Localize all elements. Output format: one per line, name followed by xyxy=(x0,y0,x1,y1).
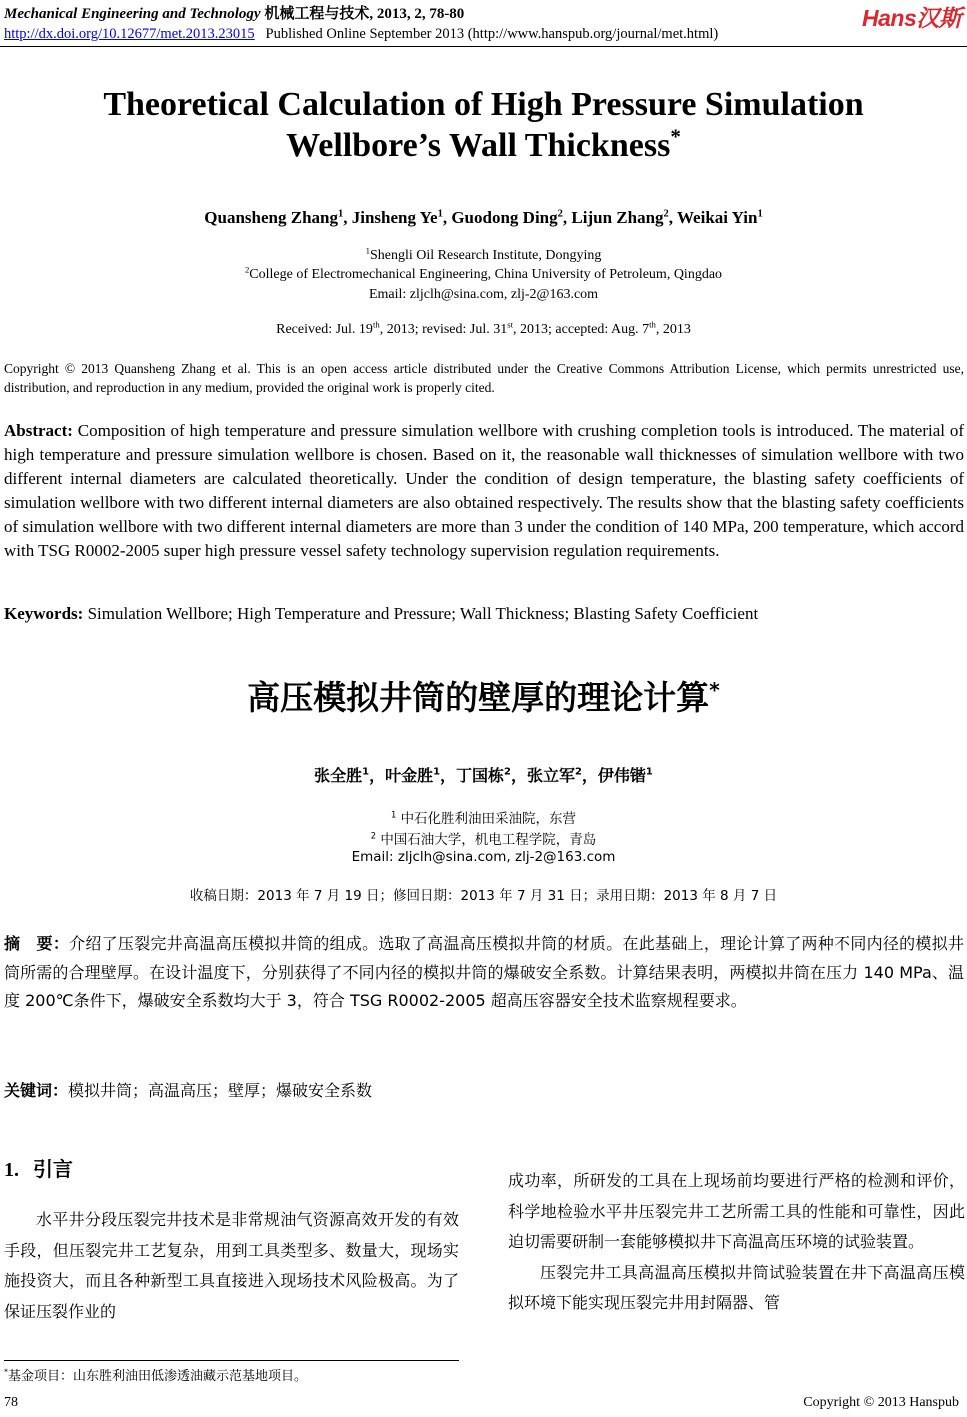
accepted-text: , 2013; accepted: Aug. 7 xyxy=(513,322,650,337)
revised-text: , 2013; revised: Jul. 31 xyxy=(379,322,508,337)
body-paragraph: 成功率，所研发的工具在上现场前均要进行严格的检测和评价，科学地检验水平井压裂完井工艺所需工具的性能和可靠性，因此迫切需要研制一套能够模拟井下高温高压环境的试验装置。 xyxy=(508,1171,965,1251)
abstract-en xyxy=(4,419,964,563)
affiliation-text: College of Electromechanical Engineering, China University of Petroleum, Qingdao xyxy=(249,267,723,282)
author-name: 张立军 xyxy=(526,766,575,785)
footer-copyright: Copyright © 2013 Hanspub xyxy=(803,1395,959,1410)
abstract-label: 摘 要： xyxy=(4,934,70,953)
affiliation-text: 中石化胜利油田采油院，东营 xyxy=(400,811,577,827)
published-online: Published Online September 2013 (http://www.hanspub.org/journal/met.html) xyxy=(265,26,719,42)
affiliation-number: 1 xyxy=(365,245,370,256)
page-number: 78 xyxy=(4,1395,18,1410)
title-footnote-mark: * xyxy=(670,124,681,149)
author-name: 伊伟锴 xyxy=(597,766,646,785)
footnote-text: 基金项目：山东胜利油田低渗透油藏示范基地项目。 xyxy=(8,1369,308,1384)
section-heading xyxy=(4,1153,73,1182)
author-separator: ， xyxy=(581,766,598,785)
author-affiliation: 2 xyxy=(663,208,669,220)
affiliation-2-cn xyxy=(0,828,967,848)
abstract-text: Composition of high temperature and pressure simulation wellbore with crushing completion tools is introduced. The material of high temperature and pressure simulation wellbore is chosen. Based on it, the reasonable wall thicknesses of simulation wellbore with two different internal diameters are calculated theoretically. Under the condition of design temperature, the blasting safety coefficients of simulation wellbore with two different internal diameters are also obtained respectively. The results show that the blasting safety coefficients of simulation wellbore with two different internal diameters are more than 3 under the condition of 140 MPa, 200 temperature, which accord with TSG R0002-2005 super high pressure vessel safety technology supervision regulation requirements. xyxy=(4,421,965,560)
title-text-cn: 高压模拟井筒的壁厚的理论计算 xyxy=(247,678,710,717)
author-affiliation: 1 xyxy=(362,766,370,778)
paper-title-en xyxy=(0,84,967,166)
abstract-cn xyxy=(4,930,964,1016)
keywords-label: Keywords: xyxy=(4,604,84,623)
affiliation-1-en xyxy=(0,245,967,264)
keywords-en xyxy=(4,602,964,626)
author-affiliation: 1 xyxy=(645,766,653,778)
email-en: Email: zljclh@sina.com, zlj-2@163.com xyxy=(368,287,599,302)
received-dates-cn: 收稿日期：2013 年 7 月 19 日；修回日期：2013 年 7 月 31 日；录用日期：2013 年 8 月 7 日 xyxy=(189,888,778,904)
affiliation-2-en xyxy=(0,264,967,283)
email-cn: Email: zljclh@sina.com, zlj-2@163.com xyxy=(351,849,616,865)
footnote-mark: * xyxy=(4,1367,9,1377)
author-affiliation: 2 xyxy=(557,208,563,220)
author-name: Lijun Zhang xyxy=(571,208,664,227)
doi-link[interactable]: http://dx.doi.org/10.12677/met.2013.23015 xyxy=(4,26,255,42)
footnote xyxy=(4,1365,307,1384)
author-separator: ， xyxy=(369,766,386,785)
affiliation-number: 2 xyxy=(244,264,250,275)
author-name: Quansheng Zhang xyxy=(204,208,338,227)
publication-info xyxy=(4,26,718,43)
title-line-2: Wellbore’s Wall Thickness xyxy=(286,127,671,164)
author-separator: , xyxy=(343,208,352,227)
author-affiliation: 1 xyxy=(757,208,763,220)
title-line-1: Theoretical Calculation of High Pressure Simulation xyxy=(103,86,864,123)
abstract-text: 介绍了压裂完井高温高压模拟井筒的组成。选取了高温高压模拟井筒的材质。在此基础上，理论计算了两种不同内径的模拟井筒所需的合理壁厚。在设计温度下，分别获得了不同内径的模拟井筒的爆破安全系数。计算结果表明，两模拟井筒在压力 140 MPa、温度 200℃条件下，爆破安全系数均大于 3，符合 TSG R0002-2005 超高压容器安全技术监察规程要求。 xyxy=(4,934,964,1010)
author-affiliation: 1 xyxy=(337,208,344,220)
journal-header xyxy=(4,2,464,23)
affiliation-number: 2 xyxy=(370,830,377,841)
author-name: Weikai Yin xyxy=(677,208,758,227)
author-name: 张全胜 xyxy=(314,766,363,785)
title-footnote-mark: * xyxy=(709,678,720,702)
received-dates-en xyxy=(0,319,967,338)
author-separator: ， xyxy=(510,766,527,785)
journal-name-cn: 机械工程与技术, 2013, 2, 78-80 xyxy=(264,6,465,22)
year-text: , 2013 xyxy=(655,322,691,337)
affiliation-1-cn xyxy=(0,807,967,827)
ordinal-suffix: th xyxy=(372,319,380,330)
received-text: Received: Jul. 19 xyxy=(276,322,373,337)
body-column-left: 水平井分段压裂完井技术是非常规油气资源高效开发的有效手段，但压裂完井工艺复杂，用到工具类型多、数量大，现场实施投资大，而且各种新型工具直接进入现场技术风险极高。为了保证压裂作业的 xyxy=(4,1210,459,1321)
affiliation-text: Shengli Oil Research Institute, Dongying xyxy=(369,248,602,263)
abstract-label: Abstract: xyxy=(4,421,73,440)
affiliation-text: 中国石油大学，机电工程学院，青岛 xyxy=(380,832,597,848)
author-affiliation: 2 xyxy=(574,766,582,778)
author-separator: , xyxy=(442,208,452,227)
affiliation-number: 1 xyxy=(390,809,397,820)
author-list-cn xyxy=(0,763,967,786)
author-separator: , xyxy=(562,208,572,227)
author-separator: , xyxy=(668,208,677,227)
journal-name-en: Mechanical Engineering and Technology xyxy=(4,6,261,22)
author-affiliation: 1 xyxy=(437,208,443,220)
header-divider xyxy=(0,46,967,47)
author-name: Guodong Ding xyxy=(451,208,558,227)
body-column-right xyxy=(508,1166,965,1319)
author-affiliation: 1 xyxy=(433,766,441,778)
author-affiliation: 2 xyxy=(504,766,511,778)
keywords-text: 模拟井筒；高温高压；壁厚；爆破安全系数 xyxy=(68,1081,373,1100)
keywords-text: Simulation Wellbore; High Temperature and Pressure; Wall Thickness; Blasting Safety Coefficient xyxy=(87,604,759,623)
ordinal-suffix: st xyxy=(507,319,514,330)
copyright-notice: Copyright © 2013 Quansheng Zhang et al. This is an open access article distributed under the Creative Commons Attribution License, which permits unrestricted use, distribution, and reproduction in any medium, provided the original work is properly cited. xyxy=(4,361,964,395)
keywords-label: 关键词： xyxy=(4,1081,69,1100)
author-name: Jinsheng Ye xyxy=(351,208,438,227)
body-paragraph: 压裂完井工具高温高压模拟井筒试验装置在井下高温高压模拟环境下能实现压裂完井用封隔器、管 xyxy=(508,1262,965,1312)
section-title: 引言 xyxy=(32,1157,73,1181)
author-name: 丁国栋 xyxy=(456,766,505,785)
paper-title-cn xyxy=(0,672,967,719)
author-name: 叶金胜 xyxy=(385,766,434,785)
ordinal-suffix: th xyxy=(649,319,656,330)
publisher-logo: Hans汉斯 xyxy=(862,5,962,31)
footnote-divider xyxy=(4,1360,459,1361)
section-number: 1. xyxy=(4,1159,19,1181)
author-separator: ， xyxy=(440,766,457,785)
keywords-cn xyxy=(4,1078,964,1104)
author-list-en xyxy=(0,208,967,228)
